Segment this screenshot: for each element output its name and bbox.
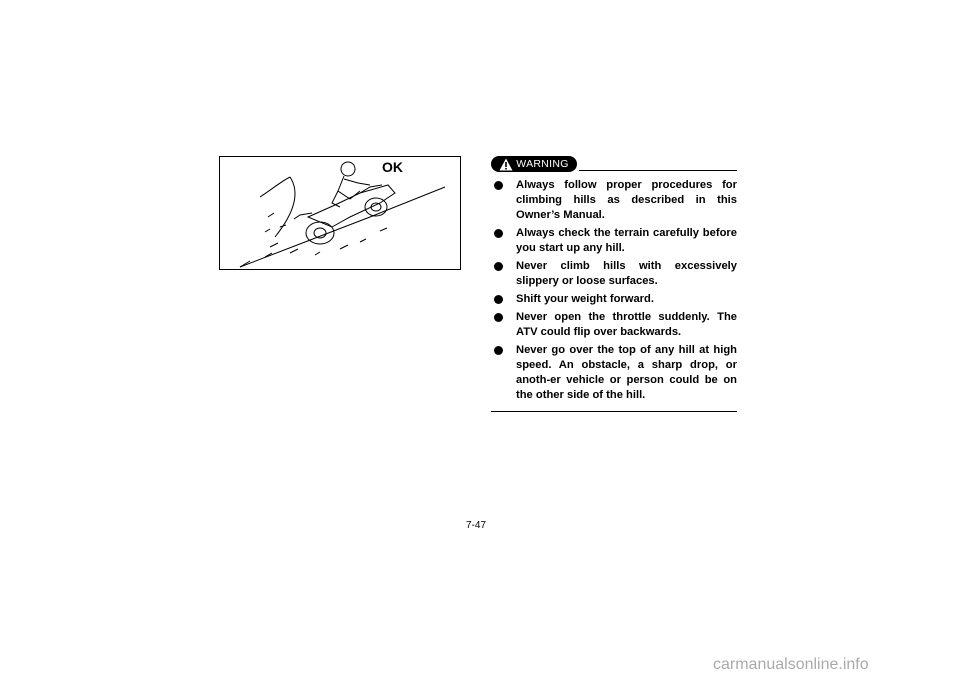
- list-item: Shift your weight forward.: [491, 292, 737, 307]
- warning-triangle-icon: [499, 158, 513, 171]
- page-number: 7-47: [466, 520, 487, 531]
- bullet-icon: [494, 346, 503, 355]
- bullet-icon: [494, 262, 503, 271]
- list-item: Never climb hills with excessively slippery or loose surfaces.: [491, 259, 737, 289]
- list-item: Always check the terrain carefully before you start up any hill.: [491, 226, 737, 256]
- list-item: Never go over the top of any hill at high speed. An obstacle, a sharp drop, or anoth-er vehicle or person could be on the other side of the hill.: [491, 343, 737, 403]
- warning-top-rule: [579, 170, 737, 171]
- warning-bottom-rule: [491, 411, 737, 412]
- bullet-icon: [494, 181, 503, 190]
- watermark: carmanualsonline.info: [713, 656, 869, 673]
- atv-hill-climb-illustration: [219, 156, 461, 270]
- warning-badge: [491, 156, 577, 172]
- list-item: Never open the throttle suddenly. The ATV could flip over backwards.: [491, 310, 737, 340]
- list-item: Always follow proper procedures for climbing hills as described in this Owner’s Manual.: [491, 178, 737, 223]
- bullet-icon: [494, 295, 503, 304]
- warning-block: [491, 156, 737, 412]
- bullet-icon: [494, 313, 503, 322]
- warning-header: [491, 156, 737, 174]
- warning-list: [491, 178, 737, 403]
- ok-label: OK: [382, 159, 403, 175]
- bullet-icon: [494, 229, 503, 238]
- atv-rider-drawing: [220, 157, 460, 269]
- warning-heading: WARNING: [516, 158, 569, 170]
